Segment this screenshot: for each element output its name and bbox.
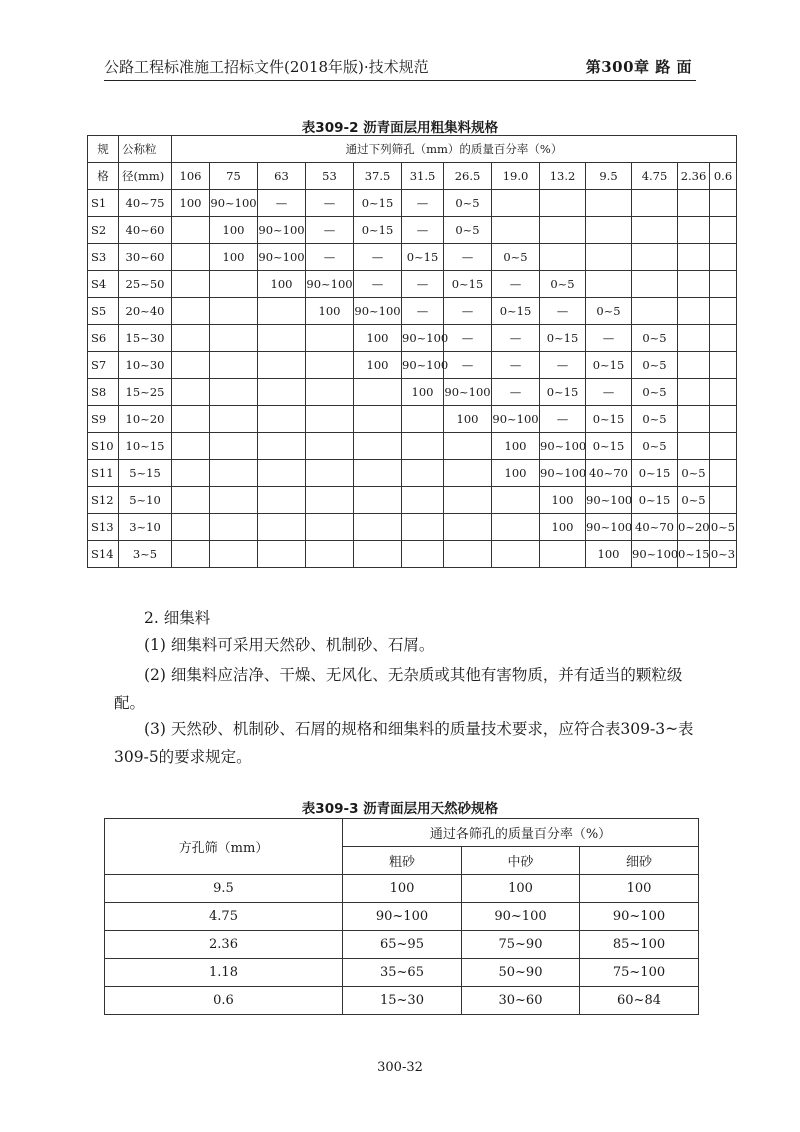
table-cell <box>306 541 354 568</box>
table-cell <box>210 379 258 406</box>
table-cell <box>210 406 258 433</box>
table-cell: 75~90 <box>462 931 580 959</box>
nominal-size: 10~15 <box>119 433 172 460</box>
sieve-size-header: 0.6 <box>710 163 737 190</box>
table-cell <box>402 541 444 568</box>
table-cell <box>172 514 210 541</box>
table-cell <box>402 406 444 433</box>
table-cell: 100 <box>306 298 354 325</box>
table-cell <box>710 379 737 406</box>
header-passing: 通过各筛孔的质量百分率（%） <box>343 819 699 847</box>
table-row <box>88 406 737 433</box>
table-cell: 100 <box>258 271 306 298</box>
table-cell <box>210 433 258 460</box>
table-cell <box>586 271 632 298</box>
table-cell: 90~100 <box>306 271 354 298</box>
table-cell: 85~100 <box>580 931 699 959</box>
table-row <box>88 460 737 487</box>
table-cell: 35~65 <box>343 959 462 987</box>
table-row <box>88 244 737 271</box>
table-cell <box>540 244 586 271</box>
sand-type-header: 粗砂 <box>343 847 462 875</box>
table-cell: — <box>258 190 306 217</box>
table-cell: 90~100 <box>586 514 632 541</box>
table-cell: — <box>354 271 402 298</box>
table-cell <box>210 487 258 514</box>
table-cell <box>678 244 710 271</box>
table-cell <box>354 514 402 541</box>
table-cell <box>258 541 306 568</box>
table-cell <box>258 514 306 541</box>
sieve-size: 1.18 <box>105 959 343 987</box>
table-cell <box>210 352 258 379</box>
nominal-size: 30~60 <box>119 244 172 271</box>
table-cell: — <box>402 271 444 298</box>
table-cell <box>210 541 258 568</box>
table-cell: — <box>306 190 354 217</box>
table-row <box>88 514 737 541</box>
table-cell <box>258 352 306 379</box>
table-cell: 90~100 <box>354 298 402 325</box>
table-cell <box>632 217 678 244</box>
table-cell: 60~84 <box>580 987 699 1015</box>
table-cell: 90~100 <box>540 460 586 487</box>
table-cell: 0~15 <box>492 298 540 325</box>
table-cell: 100 <box>540 487 586 514</box>
table-cell <box>402 487 444 514</box>
spec-code: S9 <box>88 406 119 433</box>
table-cell <box>172 298 210 325</box>
table-cell <box>306 460 354 487</box>
table-cell: 40~70 <box>586 460 632 487</box>
table-cell: — <box>492 379 540 406</box>
nominal-size: 40~60 <box>119 217 172 244</box>
table-cell <box>354 487 402 514</box>
table-cell <box>492 541 540 568</box>
table-cell <box>258 379 306 406</box>
table-cell: — <box>402 298 444 325</box>
table2-caption: 表309-3 沥青面层用天然砂规格 <box>301 801 499 817</box>
table-row <box>88 433 737 460</box>
table-cell <box>258 406 306 433</box>
table-cell: 65~95 <box>343 931 462 959</box>
table-cell <box>306 514 354 541</box>
sieve-size: 4.75 <box>105 903 343 931</box>
table-cell <box>678 433 710 460</box>
table-cell <box>632 190 678 217</box>
table-cell: 0~15 <box>354 217 402 244</box>
table-cell: 0~15 <box>632 460 678 487</box>
table-cell <box>258 433 306 460</box>
table-cell <box>710 460 737 487</box>
table-cell: 100 <box>402 379 444 406</box>
sieve-size-header: 31.5 <box>402 163 444 190</box>
table-cell: 15~30 <box>343 987 462 1015</box>
table1-header-row-1 <box>88 136 737 163</box>
table-cell: — <box>444 244 492 271</box>
table-cell <box>678 325 710 352</box>
sand-type-header: 中砂 <box>462 847 580 875</box>
table-row <box>88 352 737 379</box>
table-cell: 100 <box>462 875 580 903</box>
table-cell <box>492 190 540 217</box>
table-cell: 90~100 <box>632 541 678 568</box>
table-cell: 40~70 <box>632 514 678 541</box>
table-cell: — <box>586 325 632 352</box>
table-cell: — <box>540 298 586 325</box>
table-cell: — <box>586 379 632 406</box>
table-cell <box>632 244 678 271</box>
table-cell <box>306 352 354 379</box>
table-cell: 0~5 <box>540 271 586 298</box>
table-cell: 0~15 <box>586 406 632 433</box>
sand-type-header: 细砂 <box>580 847 699 875</box>
table-cell: 100 <box>210 217 258 244</box>
table-cell: 0~5 <box>710 514 737 541</box>
table-cell: 100 <box>444 406 492 433</box>
nominal-size: 15~25 <box>119 379 172 406</box>
table-cell: 0~5 <box>632 379 678 406</box>
table-cell <box>710 406 737 433</box>
header-sieve: 方孔筛（mm） <box>105 819 343 875</box>
table-cell: — <box>540 406 586 433</box>
table-cell: 90~100 <box>540 433 586 460</box>
table-cell <box>678 217 710 244</box>
table-cell: 0~5 <box>444 190 492 217</box>
table-cell: — <box>492 352 540 379</box>
table-cell <box>402 460 444 487</box>
header-size-bottom: 径(mm) <box>119 163 172 190</box>
table-cell: — <box>354 244 402 271</box>
table-cell <box>678 352 710 379</box>
table-cell: 0~15 <box>540 379 586 406</box>
table-cell: 90~100 <box>258 217 306 244</box>
table-cell <box>258 298 306 325</box>
table-cell: 0~15 <box>678 541 710 568</box>
table-cell <box>444 541 492 568</box>
page-number: 300-32 <box>377 1060 423 1075</box>
sieve-size-header: 13.2 <box>540 163 586 190</box>
table-cell <box>710 298 737 325</box>
table-cell: — <box>444 352 492 379</box>
table-cell <box>678 406 710 433</box>
table-cell: 75~100 <box>580 959 699 987</box>
table-cell: 100 <box>172 190 210 217</box>
table-cell <box>402 433 444 460</box>
table-cell: 100 <box>580 875 699 903</box>
table-cell: 100 <box>354 325 402 352</box>
spec-code: S11 <box>88 460 119 487</box>
table1-header-row-2 <box>88 163 737 190</box>
sieve-size-header: 4.75 <box>632 163 678 190</box>
nominal-size: 10~30 <box>119 352 172 379</box>
table-cell <box>444 487 492 514</box>
sieve-size-header: 106 <box>172 163 210 190</box>
table-cell: 50~90 <box>462 959 580 987</box>
sieve-size-header: 9.5 <box>586 163 632 190</box>
table-cell <box>402 514 444 541</box>
table-cell <box>210 514 258 541</box>
sieve-size-header: 63 <box>258 163 306 190</box>
table-cell <box>172 379 210 406</box>
sieve-size: 0.6 <box>105 987 343 1015</box>
nominal-size: 15~30 <box>119 325 172 352</box>
table-cell <box>172 541 210 568</box>
table-cell: 0~15 <box>402 244 444 271</box>
table2-header-row-1 <box>105 819 699 847</box>
sieve-size-header: 53 <box>306 163 354 190</box>
table-cell <box>210 460 258 487</box>
nominal-size: 5~15 <box>119 460 172 487</box>
header-title: 公路工程标准施工招标文件(2018年版)·技术规范 <box>104 58 429 76</box>
table-cell: 0~3 <box>710 541 737 568</box>
table-row <box>88 325 737 352</box>
table-cell: 90~100 <box>492 406 540 433</box>
table-cell <box>540 217 586 244</box>
spec-code: S1 <box>88 190 119 217</box>
table-cell: 0~5 <box>444 217 492 244</box>
table-row <box>105 987 699 1015</box>
table-cell: 90~100 <box>258 244 306 271</box>
table-cell <box>172 406 210 433</box>
table-cell <box>678 298 710 325</box>
table-cell: 0~5 <box>632 352 678 379</box>
table-cell <box>444 433 492 460</box>
table-cell <box>172 433 210 460</box>
table-cell <box>306 433 354 460</box>
page-header <box>104 50 696 81</box>
table-row <box>88 541 737 568</box>
table-cell <box>172 244 210 271</box>
table-cell: 0~5 <box>678 487 710 514</box>
table-cell <box>678 190 710 217</box>
table-cell <box>306 406 354 433</box>
table-cell <box>172 325 210 352</box>
table-cell <box>586 244 632 271</box>
nominal-size: 20~40 <box>119 298 172 325</box>
table-row <box>88 487 737 514</box>
spec-code: S5 <box>88 298 119 325</box>
table1-caption: 表309-2 沥青面层用粗集料规格 <box>301 120 499 136</box>
table-cell: 90~100 <box>402 352 444 379</box>
table-cell <box>306 379 354 406</box>
table-cell: 90~100 <box>210 190 258 217</box>
table-cell: 0~5 <box>632 325 678 352</box>
coarse-aggregate-table <box>87 135 737 568</box>
table-row <box>105 959 699 987</box>
table-cell: 0~5 <box>586 298 632 325</box>
table-cell: 100 <box>492 460 540 487</box>
table-cell <box>172 271 210 298</box>
table-cell: — <box>306 217 354 244</box>
table-cell <box>444 460 492 487</box>
table-cell <box>258 487 306 514</box>
header-passing: 通过下列筛孔（mm）的质量百分率（%） <box>172 136 737 163</box>
table-cell <box>586 217 632 244</box>
sieve-size-header: 26.5 <box>444 163 492 190</box>
sieve-size-header: 37.5 <box>354 163 402 190</box>
table-cell <box>710 217 737 244</box>
table-cell <box>586 190 632 217</box>
spec-code: S13 <box>88 514 119 541</box>
table-cell: 90~100 <box>580 903 699 931</box>
spec-code: S2 <box>88 217 119 244</box>
table-cell: — <box>492 271 540 298</box>
spec-code: S7 <box>88 352 119 379</box>
table-cell: — <box>444 325 492 352</box>
table-cell: 0~15 <box>586 433 632 460</box>
table-cell: 30~60 <box>462 987 580 1015</box>
table-cell: 100 <box>210 244 258 271</box>
table-cell: 90~100 <box>462 903 580 931</box>
nominal-size: 5~10 <box>119 487 172 514</box>
natural-sand-table <box>104 818 699 1015</box>
section-heading: 2. 细集料 <box>144 609 211 627</box>
table-row <box>105 903 699 931</box>
table-cell: 90~100 <box>402 325 444 352</box>
table-cell <box>444 514 492 541</box>
spec-code: S3 <box>88 244 119 271</box>
table-cell <box>172 460 210 487</box>
sieve-size: 9.5 <box>105 875 343 903</box>
table-cell: 0~20 <box>678 514 710 541</box>
table-cell <box>632 271 678 298</box>
table-cell <box>540 190 586 217</box>
paragraph-2: (2) 细集料应洁净、干燥、无风化、无杂质或其他有害物质，并有适当的颗粒级配。 <box>114 666 683 712</box>
table-cell <box>210 325 258 352</box>
table-cell <box>354 379 402 406</box>
table-cell: 0~5 <box>632 433 678 460</box>
paragraph-1: (1) 细集料可采用天然砂、机制砂、石屑。 <box>144 636 435 654</box>
table-cell <box>354 433 402 460</box>
table-cell: — <box>402 190 444 217</box>
table-row <box>88 271 737 298</box>
nominal-size: 3~5 <box>119 541 172 568</box>
spec-code: S10 <box>88 433 119 460</box>
table-cell: — <box>444 298 492 325</box>
table-cell: 100 <box>492 433 540 460</box>
table-cell: 0~5 <box>632 406 678 433</box>
table-cell <box>710 271 737 298</box>
table-cell <box>678 379 710 406</box>
table-cell: — <box>540 352 586 379</box>
nominal-size: 40~75 <box>119 190 172 217</box>
spec-code: S6 <box>88 325 119 352</box>
sieve-size-header: 19.0 <box>492 163 540 190</box>
table-cell <box>710 433 737 460</box>
table-cell <box>306 487 354 514</box>
table-cell: 100 <box>540 514 586 541</box>
sieve-size: 2.36 <box>105 931 343 959</box>
table-row <box>88 190 737 217</box>
table-cell: 0~5 <box>492 244 540 271</box>
table-cell <box>492 217 540 244</box>
table-cell: 90~100 <box>343 903 462 931</box>
table-cell: 90~100 <box>586 487 632 514</box>
table-cell: 0~15 <box>586 352 632 379</box>
sieve-size-header: 2.36 <box>678 163 710 190</box>
nominal-size: 25~50 <box>119 271 172 298</box>
table-cell: 0~15 <box>354 190 402 217</box>
table-cell <box>354 541 402 568</box>
table-cell <box>540 541 586 568</box>
table-cell <box>492 514 540 541</box>
table-cell <box>710 244 737 271</box>
table-cell: 100 <box>343 875 462 903</box>
table-cell: 0~15 <box>540 325 586 352</box>
spec-code: S8 <box>88 379 119 406</box>
table-cell: — <box>402 217 444 244</box>
table-cell: — <box>492 325 540 352</box>
spec-code: S4 <box>88 271 119 298</box>
table-row <box>88 217 737 244</box>
table-cell <box>172 217 210 244</box>
table-cell <box>210 271 258 298</box>
table-cell: 100 <box>354 352 402 379</box>
table-cell <box>492 487 540 514</box>
chapter-title: 第300章 路 面 <box>585 58 692 76</box>
table-cell <box>354 460 402 487</box>
table-cell <box>210 298 258 325</box>
table-cell: 90~100 <box>444 379 492 406</box>
spec-code: S14 <box>88 541 119 568</box>
nominal-size: 3~10 <box>119 514 172 541</box>
table-cell: 100 <box>586 541 632 568</box>
table-cell: 0~15 <box>632 487 678 514</box>
table-cell <box>710 487 737 514</box>
table-row <box>105 875 699 903</box>
table-cell <box>678 271 710 298</box>
table-cell <box>258 325 306 352</box>
table-row <box>88 298 737 325</box>
table-row <box>88 379 737 406</box>
header-size-top: 公称粒 <box>119 136 172 163</box>
table-cell <box>306 325 354 352</box>
table-cell <box>710 352 737 379</box>
paragraph-3: (3) 天然砂、机制砂、石屑的规格和细集料的质量技术要求，应符合表309-3~表309-5的要求规定。 <box>114 720 694 766</box>
table-cell <box>354 406 402 433</box>
sieve-size-header: 75 <box>210 163 258 190</box>
nominal-size: 10~20 <box>119 406 172 433</box>
table-cell <box>258 460 306 487</box>
table-cell <box>172 352 210 379</box>
header-spec-bottom: 格 <box>88 163 119 190</box>
table-cell: 0~5 <box>678 460 710 487</box>
table-cell: — <box>306 244 354 271</box>
spec-code: S12 <box>88 487 119 514</box>
header-spec-top: 规 <box>88 136 119 163</box>
table-cell <box>710 325 737 352</box>
table-cell: 0~15 <box>444 271 492 298</box>
table-cell <box>710 190 737 217</box>
table-row <box>105 931 699 959</box>
table-cell <box>172 487 210 514</box>
table-cell <box>632 298 678 325</box>
